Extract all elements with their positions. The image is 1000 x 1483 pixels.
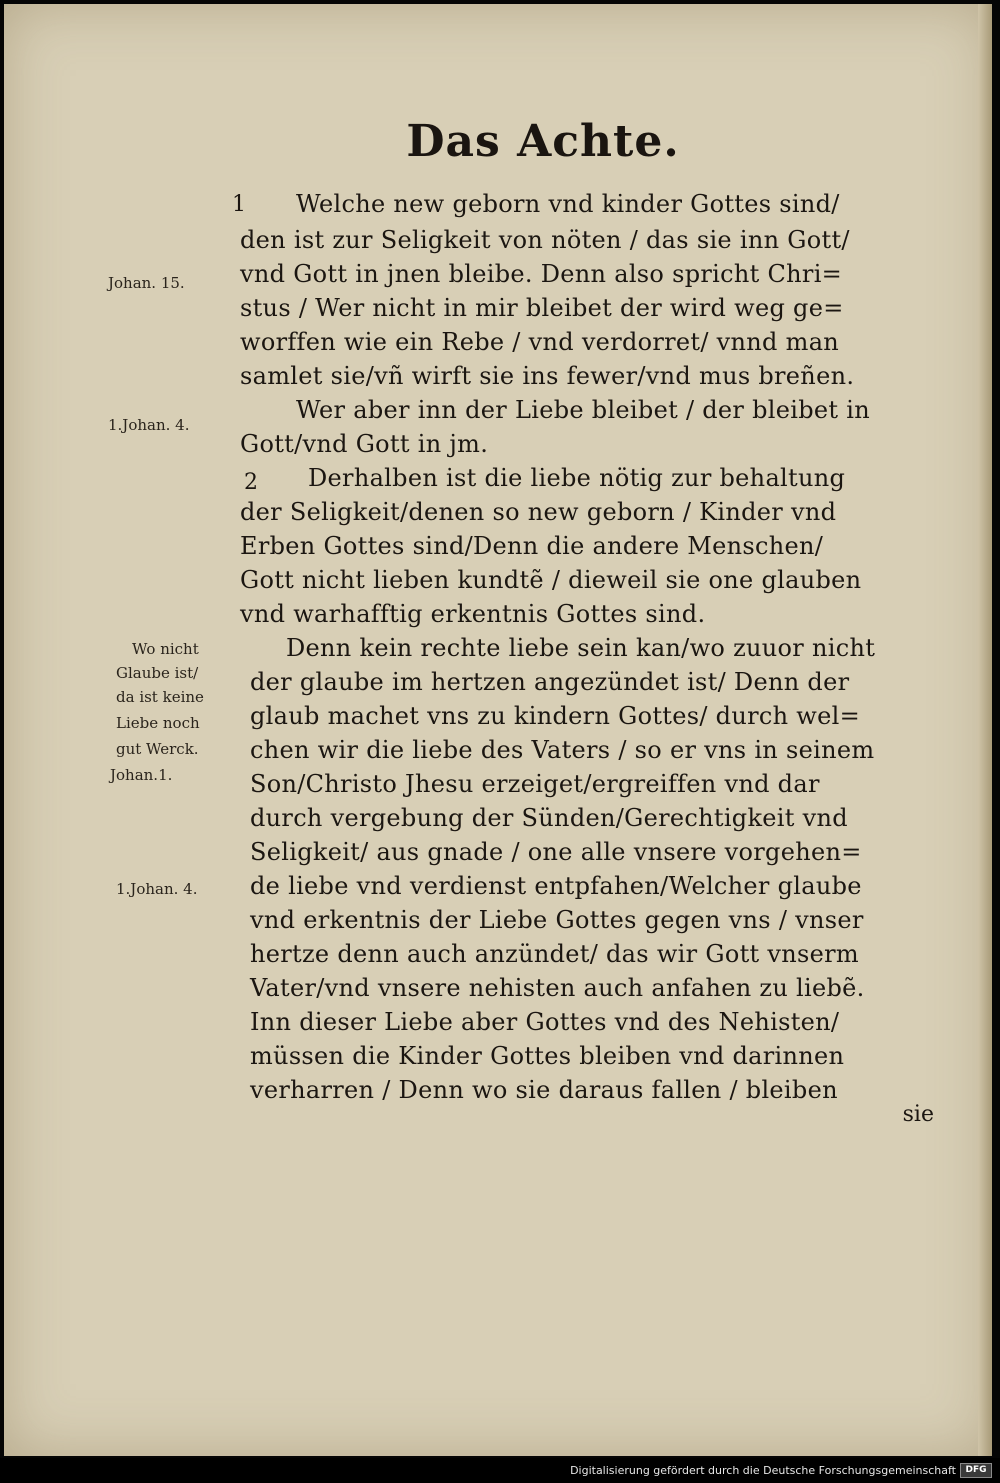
text-line: verharren / Denn wo sie daraus fallen / bleiben [250, 1076, 838, 1104]
margin-note-gloss: Wo nicht [132, 640, 199, 658]
text-line: Erben Gottes sind/Denn die andere Menschen/ [240, 532, 824, 560]
text-line: Welche new geborn vnd kinder Gottes sind/ [296, 190, 840, 218]
margin-note-johan-1: Johan.1. [110, 766, 173, 784]
dfg-logo: DFG [960, 1463, 992, 1478]
text-line: Derhalben ist die liebe nötig zur behaltung [308, 464, 846, 492]
text-line: glaub machet vns zu kindern Gottes/ durch wel= [250, 702, 861, 730]
book-page [4, 4, 992, 1456]
text-line: Vater/vnd vnsere nehisten auch anfahen zu liebẽ. [250, 974, 865, 1002]
digitization-footer [0, 1458, 1000, 1483]
text-line: Gott nicht lieben kundtẽ / dieweil sie one glauben [240, 566, 862, 594]
text-line: chen wir die liebe des Vaters / so er vns in seinem [250, 736, 875, 764]
text-line: durch vergebung der Sünden/Gerechtigkeit vnd [250, 804, 848, 832]
chapter-heading: Das Achte. [406, 116, 680, 167]
margin-note-gloss: da ist keine [116, 688, 204, 706]
text-line: de liebe vnd verdienst entpfahen/Welcher glaube [250, 872, 862, 900]
text-line: vnd Gott in jnen bleibe. Denn also spricht Chri= [240, 260, 843, 288]
text-line: Wer aber inn der Liebe bleibet / der bleibet in [296, 396, 871, 424]
text-line: der glaube im hertzen angezündet ist/ Denn der [250, 668, 850, 696]
text-line: den ist zur Seligkeit von nöten / das sie inn Gott/ [240, 226, 850, 254]
page-edge [978, 4, 992, 1456]
text-line: stus / Wer nicht in mir bleibet der wird weg ge= [240, 294, 844, 322]
margin-note-johan-4: 1.Johan. 4. [108, 416, 190, 434]
text-line: Denn kein rechte liebe sein kan/wo zuuor nicht [286, 634, 876, 662]
text-line: Inn dieser Liebe aber Gottes vnd des Nehisten/ [250, 1008, 840, 1036]
text-line: Seligkeit/ aus gnade / one alle vnsere vorgehen= [250, 838, 862, 866]
text-line: samlet sie/vñ wirft sie ins fewer/vnd mus breñen. [240, 362, 855, 390]
text-line: der Seligkeit/denen so new geborn / Kinder vnd [240, 498, 837, 526]
margin-note-gloss: Glaube ist/ [116, 664, 199, 682]
text-line: vnd warhafftig erkentnis Gottes sind. [240, 600, 706, 628]
margin-note-johan-4: 1.Johan. 4. [116, 880, 198, 898]
margin-note-gloss: gut Werck. [116, 740, 199, 758]
text-line: Son/Christo Jhesu erzeiget/ergreiffen vnd dar [250, 770, 820, 798]
text-line: müssen die Kinder Gottes bleiben vnd darinnen [250, 1042, 845, 1070]
margin-note-gloss: Liebe noch [116, 714, 200, 732]
margin-note-johan-15: Johan. 15. [108, 274, 185, 292]
footer-credit: Digitalisierung gefördert durch die Deutsche Forschungsgemeinschaft [570, 1464, 956, 1477]
section-number: 1 [232, 192, 246, 217]
text-line: vnd erkentnis der Liebe Gottes gegen vns / vnser [250, 906, 864, 934]
text-line: hertze denn auch anzündet/ das wir Gott vnserm [250, 940, 859, 968]
catchword: sie [902, 1102, 934, 1127]
text-line: worffen wie ein Rebe / vnd verdorret/ vnnd man [240, 328, 840, 356]
section-number: 2 [244, 470, 258, 495]
text-line: Gott/vnd Gott in jm. [240, 430, 489, 458]
